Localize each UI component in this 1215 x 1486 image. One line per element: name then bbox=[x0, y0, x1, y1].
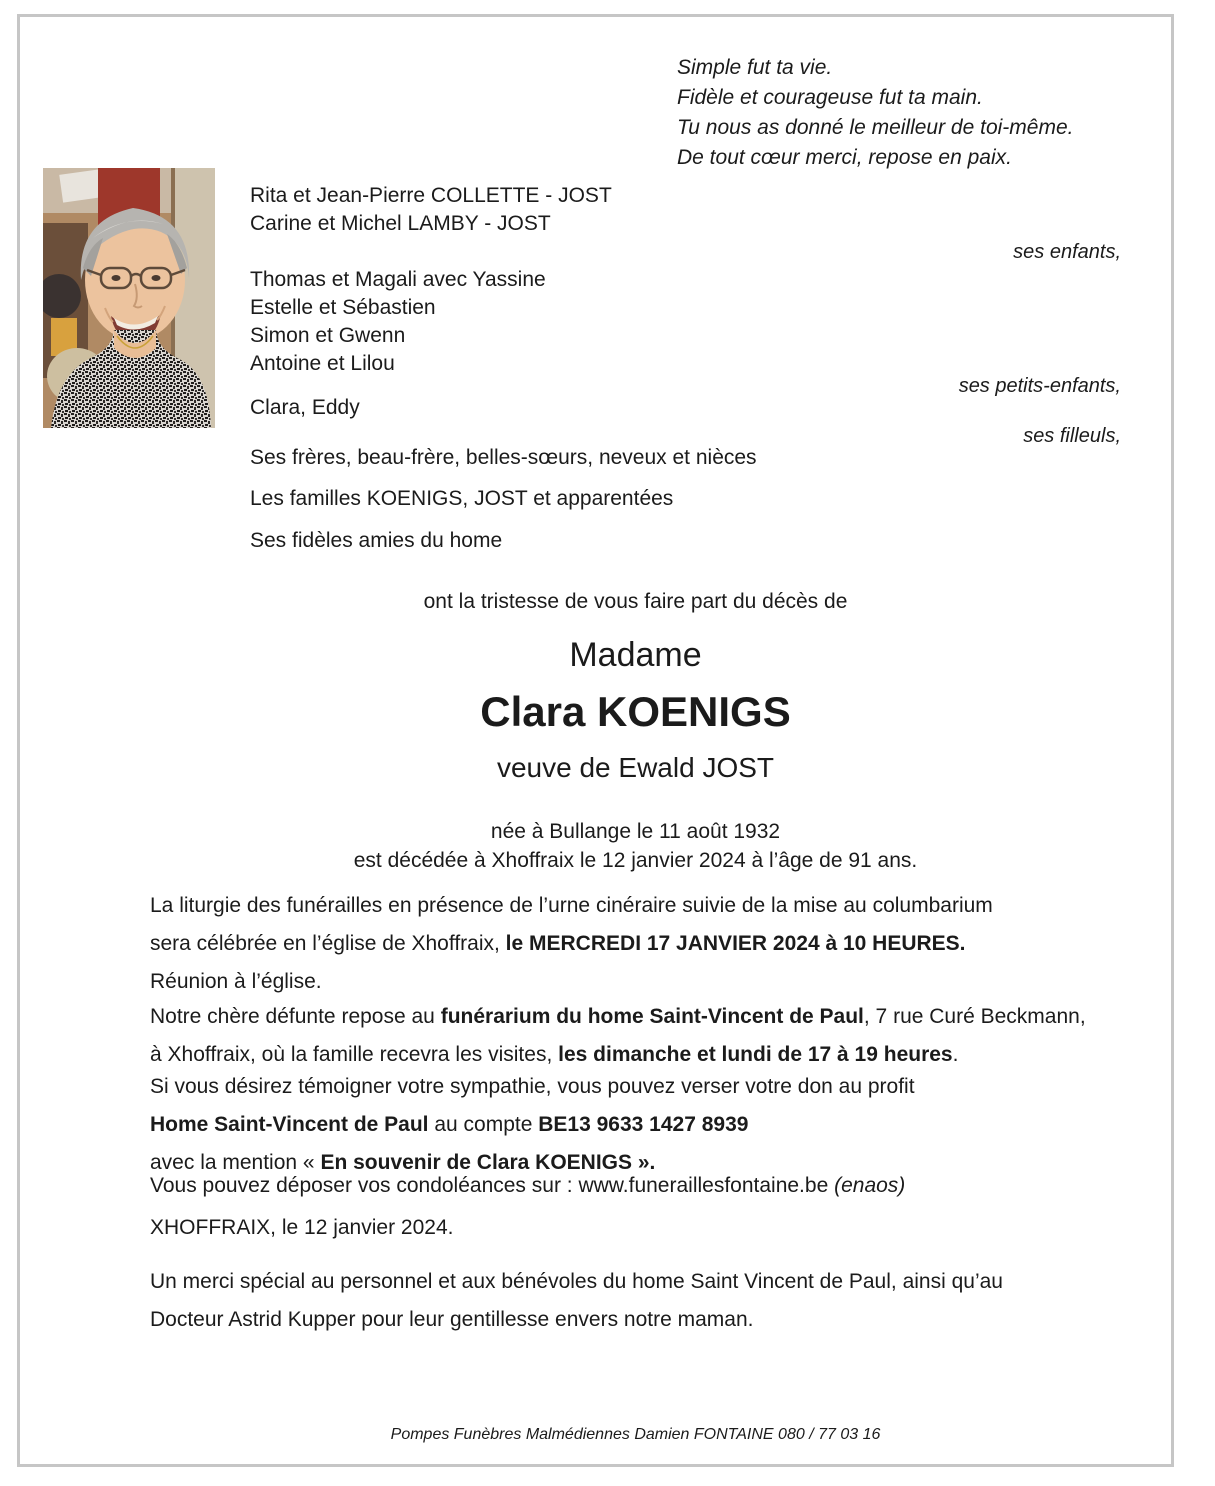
funeral-home-name: funérarium du home Saint-Vincent de Paul bbox=[440, 1005, 864, 1028]
dateline-text: XHOFFRAIX, le 12 janvier 2024. bbox=[150, 1216, 454, 1239]
portrait-illustration bbox=[43, 168, 215, 428]
children-name: Carine et Michel LAMBY - JOST bbox=[250, 212, 551, 235]
photo-of-deceased bbox=[43, 168, 215, 428]
epitaph-line: Tu nous as donné le meilleur de toi-même. bbox=[677, 116, 1074, 139]
donation-text: avec la mention « bbox=[150, 1151, 321, 1174]
godchildren-label: ses filleuls, bbox=[1023, 425, 1121, 447]
epitaph-line: Fidèle et courageuse fut ta main. bbox=[677, 86, 983, 109]
epitaph bbox=[677, 53, 1073, 173]
honorific: Madame bbox=[569, 636, 702, 674]
announcement-intro: ont la tristesse de vous faire part du décès de bbox=[423, 590, 848, 613]
siblings-line: Ses frères, beau-frère, belles-sœurs, neveux et nièces bbox=[250, 446, 757, 469]
ceremony-meeting-point: Réunion à l’église. bbox=[150, 970, 322, 993]
visitation-address: , 7 rue Curé Beckmann, bbox=[863, 1005, 1086, 1028]
grandchildren-label: ses petits-enfants, bbox=[958, 375, 1121, 397]
godchildren-names: Clara, Eddy bbox=[250, 396, 360, 419]
ceremony-paragraph bbox=[150, 887, 1121, 1001]
grandchild-name: Antoine et Lilou bbox=[250, 352, 395, 375]
visitation-text: à Xhoffraix, où la famille recevra les visites, bbox=[150, 1043, 559, 1066]
death-line: est décédée à Xhoffraix le 12 janvier 2024 à l’âge de 91 ans. bbox=[353, 849, 918, 872]
families-line: Les familles KOENIGS, JOST et apparentées bbox=[250, 487, 674, 510]
epitaph-line: De tout cœur merci, repose en paix. bbox=[677, 146, 1012, 169]
visitation-text: . bbox=[952, 1043, 959, 1066]
grandchild-name: Thomas et Magali avec Yassine bbox=[250, 268, 546, 291]
visitation-paragraph bbox=[150, 998, 1121, 1074]
friends-line: Ses fidèles amies du home bbox=[250, 529, 503, 552]
grandchild-name: Estelle et Sébastien bbox=[250, 296, 436, 319]
family-list bbox=[250, 182, 1121, 555]
children-name: Rita et Jean-Pierre COLLETTE - JOST bbox=[250, 184, 612, 207]
ceremony-datetime: le MERCREDI 17 JANVIER 2024 à 10 HEURES. bbox=[505, 932, 966, 955]
condolences-text: Vous pouvez déposer vos condoléances sur : www.funeraillesfontaine.be bbox=[150, 1174, 835, 1197]
grandchild-name: Simon et Gwenn bbox=[250, 324, 406, 347]
ceremony-text: sera célébrée en l’église de Xhoffraix, bbox=[150, 932, 506, 955]
children-label: ses enfants, bbox=[1013, 241, 1121, 263]
death-announcement bbox=[150, 588, 1121, 875]
footer-funeral-home: Pompes Funèbres Malmédiennes Damien FONTAINE 080 / 77 03 16 bbox=[390, 1426, 881, 1443]
donation-text: au compte bbox=[428, 1113, 539, 1136]
thanks-text: Docteur Astrid Kupper pour leur gentillesse envers notre maman. bbox=[150, 1308, 754, 1331]
thanks-paragraph bbox=[150, 1263, 1121, 1339]
condolences-line bbox=[150, 1167, 1121, 1205]
epitaph-line: Simple fut ta vie. bbox=[677, 56, 833, 79]
obituary-card bbox=[17, 14, 1174, 1467]
donation-text: Si vous désirez témoigner votre sympathie, vous pouvez verser votre don au profit bbox=[150, 1075, 915, 1098]
dateline bbox=[150, 1209, 1121, 1247]
details-section bbox=[150, 887, 1121, 1339]
thanks-text: Un merci spécial au personnel et aux bénévoles du home Saint Vincent de Paul, ainsi qu’au bbox=[150, 1270, 1003, 1293]
birth-line: née à Bullange le 11 août 1932 bbox=[490, 820, 781, 843]
donation-beneficiary: Home Saint-Vincent de Paul bbox=[150, 1113, 429, 1136]
ceremony-text: La liturgie des funérailles en présence de l’urne cinéraire suivie de la mise au columbarium bbox=[150, 894, 993, 917]
donation-paragraph bbox=[150, 1068, 1121, 1182]
visitation-hours: les dimanche et lundi de 17 à 19 heures bbox=[558, 1043, 953, 1066]
widow-of-line: veuve de Ewald JOST bbox=[496, 752, 775, 783]
donation-mention: En souvenir de Clara KOENIGS ». bbox=[320, 1151, 656, 1174]
visitation-text: Notre chère défunte repose au bbox=[150, 1005, 441, 1028]
condolences-platform: (enaos) bbox=[834, 1174, 906, 1197]
deceased-name: Clara KOENIGS bbox=[480, 688, 791, 735]
donation-account-number: BE13 9633 1427 8939 bbox=[538, 1113, 749, 1136]
